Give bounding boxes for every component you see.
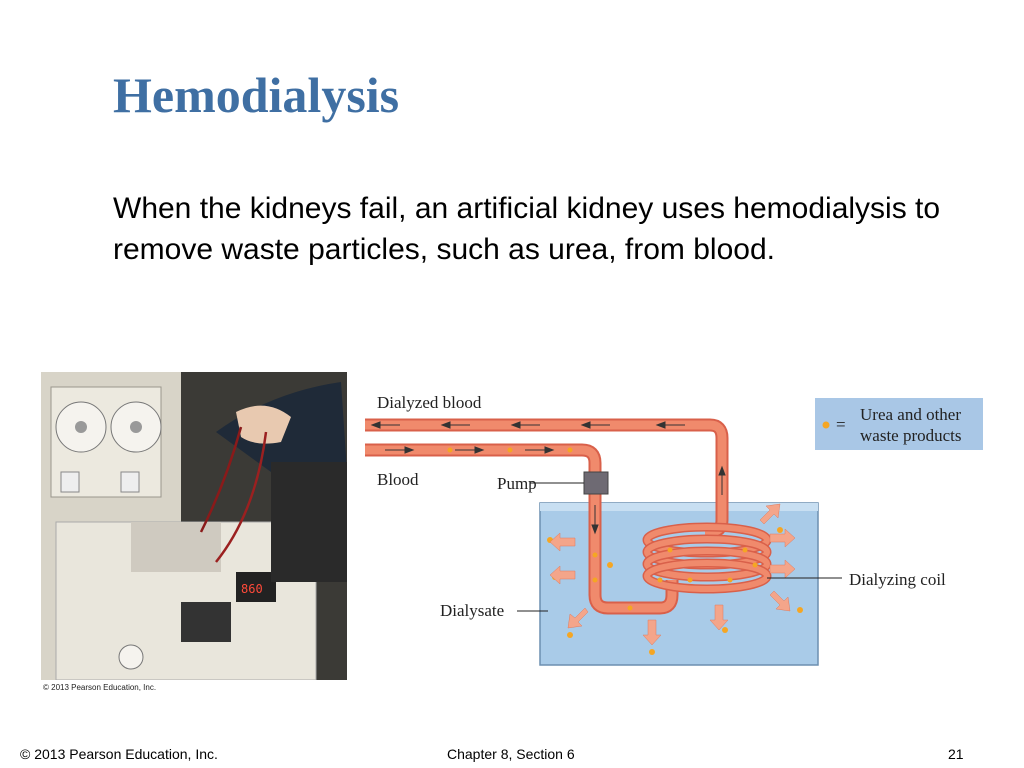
- slide-body-text: When the kidneys fail, an artificial kidney uses hemodialysis to remove waste particles, such as urea, from blood.: [113, 192, 941, 266]
- label-dialyzed-blood: Dialyzed blood: [377, 393, 482, 412]
- label-blood: Blood: [377, 470, 419, 489]
- label-pump: Pump: [497, 474, 537, 493]
- monitor-readout: 860: [241, 582, 263, 596]
- label-dialysate: Dialysate: [440, 601, 505, 620]
- label-dialyzing-coil: Dialyzing coil: [849, 570, 946, 589]
- legend-equals: =: [836, 415, 846, 434]
- hemodialysis-diagram: [360, 380, 1000, 680]
- legend-line-1: Urea and other: [860, 405, 962, 424]
- pump-icon: [584, 472, 608, 494]
- slide-title: Hemodialysis: [113, 67, 400, 123]
- legend-line-2: waste products: [860, 426, 962, 445]
- photo-credit: © 2013 Pearson Education, Inc.: [43, 683, 157, 692]
- footer-copyright: © 2013 Pearson Education, Inc.: [20, 746, 218, 762]
- urea-particle-legend-icon: [823, 422, 830, 429]
- footer-chapter: Chapter 8, Section 6: [447, 746, 575, 762]
- dialysis-machine-photo: [41, 372, 347, 680]
- footer-page-number: 21: [948, 746, 964, 762]
